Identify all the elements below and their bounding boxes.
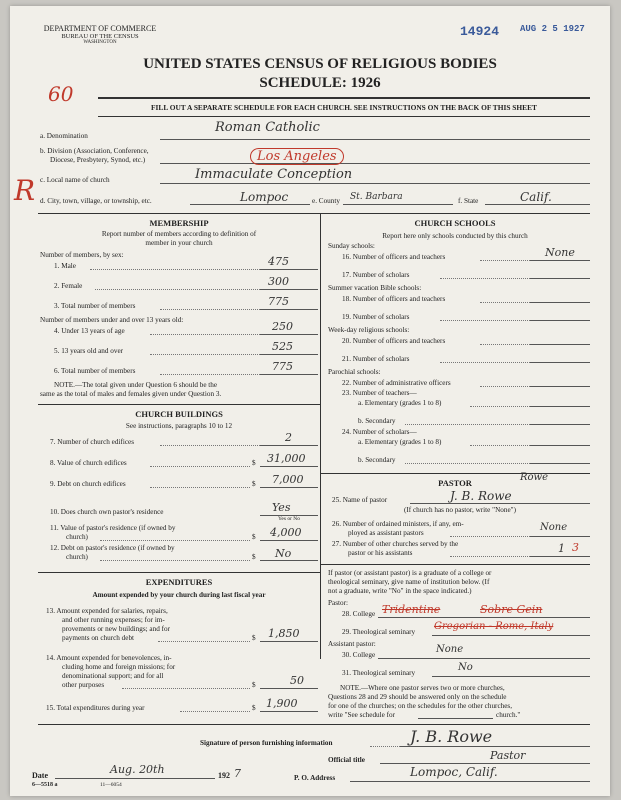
q31-label: 31. Theological seminary	[342, 669, 416, 677]
pastor-note-4: write "See schedule for	[328, 711, 395, 719]
form-title: UNITED STATES CENSUS OF RELIGIOUS BODIES	[143, 56, 497, 72]
q14-label-2: cluding home and foreign missions; for	[62, 663, 176, 671]
q13-label-4: payments on church debt	[62, 634, 135, 642]
q31-value: No	[458, 662, 473, 673]
po-address-label: P. O. Address	[294, 774, 336, 782]
pastor-name-above: Rowe	[520, 472, 549, 483]
membership-intro-1: Report number of members according to definition of	[101, 230, 257, 238]
q11-value: 4,000	[270, 526, 302, 539]
official-title-label: Official title	[328, 756, 365, 764]
membership-note-2: same as the total of males and females given under Question 3.	[40, 390, 222, 398]
q14-label-1: 14. Amount expended for benevolences, in-	[46, 654, 172, 662]
schools-title: CHURCH SCHOOLS	[414, 218, 496, 228]
membership-note-1: NOTE.—The total given under Question 6 should be the	[54, 381, 218, 389]
form-instruction: FILL OUT A SEPARATE SCHEDULE FOR EACH CHURCH. SEE INSTRUCTIONS ON THE BACK OF THIS SHEET	[151, 103, 537, 112]
q5-over13-label: 5. 13 years old and over	[54, 347, 124, 355]
q13-label-2: and other running expenses; for im-	[62, 616, 165, 624]
q1-male-label: 1. Male	[54, 262, 76, 270]
grad-instr-3: not a graduate, write "No" in the space indicated.)	[328, 587, 472, 595]
q13-value: 1,850	[268, 627, 300, 640]
pastor-note-1: NOTE.—Where one pastor serves two or more churches,	[340, 684, 505, 692]
q14-label-4: other purposes	[62, 681, 105, 689]
expenditures-intro: Amount expended by your church during last fiscal year	[92, 591, 266, 599]
division-label-1: b. Division (Association, Conference,	[40, 147, 149, 155]
buildings-title: CHURCH BUILDINGS	[135, 409, 223, 419]
q15-label: 15. Total expenditures during year	[46, 704, 145, 712]
q9-value: 7,000	[272, 473, 304, 486]
q4-under13-label: 4. Under 13 years of age	[54, 327, 125, 335]
q12-value: No	[275, 547, 292, 560]
county-label: e. County	[312, 197, 340, 205]
form-subtitle: SCHEDULE: 1926	[259, 75, 381, 91]
q10-label: 10. Does church own pastor's residence	[50, 508, 164, 516]
q13-label-3: provements or new buildings; and for	[62, 625, 170, 633]
q6-total-label: 6. Total number of members	[54, 367, 136, 375]
schools-intro: Report here only schools conducted by this church	[382, 232, 528, 240]
q12-label-2: church)	[66, 553, 88, 561]
q25-hint: (If church has no pastor, write "None")	[404, 506, 516, 514]
q3-total-value: 775	[268, 295, 289, 308]
yes-or-no-hint: Yes or No	[277, 516, 301, 522]
q27-label-2: pastor or his assistants	[348, 549, 413, 557]
q28-extra: Sobre Gein	[480, 603, 543, 616]
q8-label: 8. Value of church edifices	[50, 459, 127, 467]
q11-dollar: $	[252, 533, 256, 541]
signature-label: Signature of person furnishing information	[200, 739, 333, 747]
q16-value: None	[545, 246, 575, 259]
q1-male-value: 475	[268, 255, 289, 268]
q23-label: 23. Number of teachers—	[342, 389, 417, 397]
q19-label: 19. Number of scholars	[342, 313, 410, 321]
q2-female-value: 300	[268, 275, 289, 288]
bureau-city: WASHINGTON	[83, 40, 117, 45]
county-value: St. Barbara	[350, 192, 403, 202]
official-title-value: Pastor	[490, 749, 526, 762]
q20-label: 20. Number of officers and teachers	[342, 337, 446, 345]
red-number-annotation: 60	[48, 82, 74, 106]
q27-label-1: 27. Number of other churches served by the	[332, 540, 459, 548]
local-name-value: Immaculate Conception	[195, 167, 353, 182]
q24-label: 24. Number of scholars—	[342, 428, 417, 436]
q14-value: 50	[290, 674, 304, 687]
pastor-note-3: for one of the churches; on the schedules for the other churches,	[328, 702, 513, 710]
date-year-value: 7	[234, 767, 241, 780]
q12-dollar: $	[252, 553, 256, 561]
q11-label-1: 11. Value of pastor's residence (if owned by	[50, 524, 176, 532]
stamp-date: AUG 2 5 1927	[520, 24, 585, 34]
grad-instr-1: If pastor (or assistant pastor) is a graduate of a college or	[328, 569, 492, 577]
q12-label-1: 12. Debt on pastor's residence (if owned by	[50, 544, 175, 552]
bureau-name: BUREAU OF THE CENSUS	[61, 33, 139, 40]
state-label: f. State	[458, 197, 479, 205]
q8-value: 31,000	[267, 452, 306, 465]
census-schedule-page	[10, 6, 610, 796]
q26-value: None	[540, 522, 568, 533]
members-by-sex: Number of members, by sex:	[40, 251, 124, 259]
q7-label: 7. Number of church edifices	[50, 438, 135, 446]
pastor-title: PASTOR	[438, 478, 472, 488]
pastor-note-2: Questions 28 and 29 should be answered only on the schedule	[328, 693, 507, 701]
q26-label-1: 26. Number of ordained ministers, if any, em-	[332, 520, 464, 528]
grad-instr-2: theological seminary, give name of institution below. (If	[328, 578, 490, 586]
city-label: d. City, town, village, or township, etc.	[40, 197, 152, 205]
q25-value: J. B. Rowe	[450, 489, 512, 503]
po-address-value: Lompoc, Calif.	[410, 765, 498, 779]
q15-value: 1,900	[266, 697, 298, 710]
expenditures-title: EXPENDITURES	[145, 577, 213, 587]
q26-label-2: ployed as assistant pastors	[348, 529, 424, 537]
q2-female-label: 2. Female	[54, 282, 83, 290]
local-name-label: c. Local name of church	[40, 176, 110, 184]
q5-over13-value: 525	[272, 340, 293, 353]
q21-label: 21. Number of scholars	[342, 355, 410, 363]
q13-dollar: $	[252, 634, 256, 642]
q17-label: 17. Number of scholars	[342, 271, 410, 279]
parochial-schools-label: Parochial schools:	[328, 368, 381, 376]
q27-red-correction: 3	[572, 541, 579, 554]
q30-label: 30. College	[342, 651, 376, 659]
q9-dollar: $	[252, 480, 256, 488]
weekday-schools-label: Week-day religious schools:	[328, 326, 410, 334]
red-r-annotation: R	[14, 174, 36, 207]
division-value: Los Angeles	[250, 148, 344, 165]
q23b-label: b. Secondary	[358, 417, 396, 425]
division-label-2: Diocese, Presbytery, Synod, etc.)	[50, 156, 146, 164]
q28-value: Tridentine	[382, 603, 441, 616]
q24a-label: a. Elementary (grades 1 to 8)	[358, 438, 442, 446]
q30-value: None	[436, 644, 464, 655]
pastor-subhead: Pastor:	[328, 599, 348, 607]
denomination-value: Roman Catholic	[215, 120, 320, 135]
q7-value: 2	[285, 431, 292, 444]
q24b-label: b. Secondary	[358, 456, 396, 464]
date-label: Date	[32, 771, 48, 780]
form-number: 6—5518 a	[32, 782, 58, 788]
membership-intro-2: member in your church	[145, 239, 213, 247]
q25-label: 25. Name of pastor	[332, 496, 388, 504]
q14-label-3: denominational support; and for all	[62, 672, 164, 680]
q9-label: 9. Debt on church edifices	[50, 480, 126, 488]
q4-under13-value: 250	[272, 320, 293, 333]
print-code: 11—6054	[100, 782, 122, 788]
denomination-label: a. Denomination	[40, 132, 88, 140]
sunday-schools-label: Sunday schools:	[328, 242, 375, 250]
q6-total-value: 775	[272, 360, 293, 373]
pastor-note-5: church."	[496, 711, 521, 719]
q10-value: Yes	[272, 501, 291, 514]
city-value: Lompoc	[240, 190, 289, 204]
dept-name: DEPARTMENT OF COMMERCE	[43, 24, 157, 33]
summer-schools-label: Summer vacation Bible schools:	[328, 284, 422, 292]
q18-label: 18. Number of officers and teachers	[342, 295, 446, 303]
q16-label: 16. Number of officers and teachers	[342, 253, 446, 261]
q23a-label: a. Elementary (grades 1 to 8)	[358, 399, 442, 407]
q22-label: 22. Number of administrative officers	[342, 379, 451, 387]
members-by-age: Number of members under and over 13 years old:	[40, 316, 184, 324]
q15-dollar: $	[252, 704, 256, 712]
q27-value: 1	[558, 542, 565, 555]
q8-dollar: $	[252, 459, 256, 467]
q14-dollar: $	[252, 681, 256, 689]
date-year-label: 192	[218, 771, 230, 780]
q13-label-1: 13. Amount expended for salaries, repairs,	[46, 607, 168, 615]
buildings-instr: See instructions, paragraphs 10 to 12	[125, 422, 233, 430]
q11-label-2: church)	[66, 533, 88, 541]
date-value: Aug. 20th	[110, 763, 165, 776]
state-value: Calif.	[520, 190, 552, 204]
q3-total-label: 3. Total number of members	[54, 302, 136, 310]
assistant-subhead: Assistant pastor:	[328, 640, 376, 648]
membership-title: MEMBERSHIP	[149, 218, 209, 228]
q29-label: 29. Theological seminary	[342, 628, 416, 636]
signature-value: J. B. Rowe	[410, 727, 493, 746]
q28-label: 28. College	[342, 610, 376, 618]
q29-value: Gregorian - Rome, Italy	[434, 621, 554, 632]
stamp-number: 14924	[460, 24, 500, 39]
